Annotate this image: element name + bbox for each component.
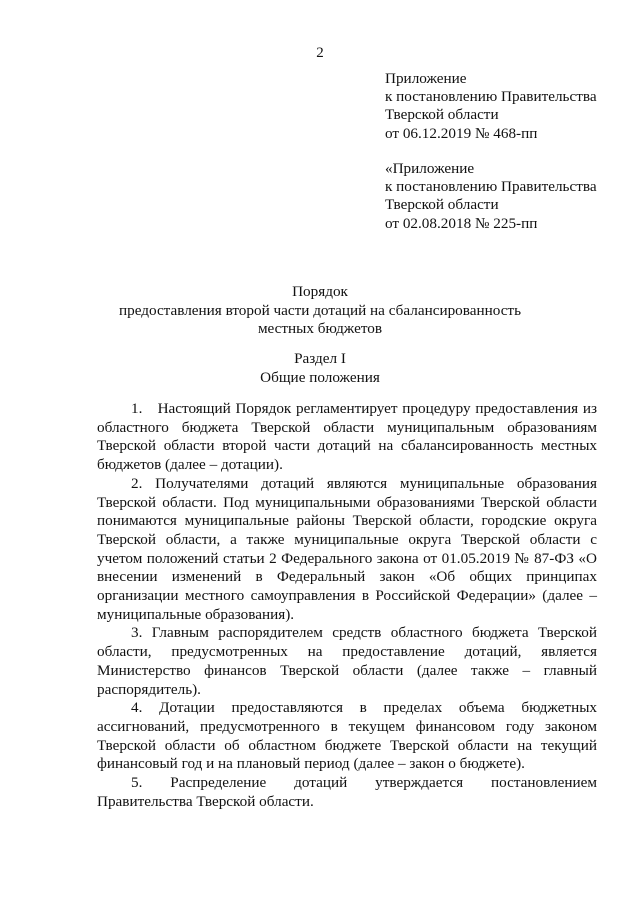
annex-previous-line-2: к постановлению Правительства xyxy=(385,178,597,196)
page-number: 2 xyxy=(316,45,324,61)
annex-previous-line-4: от 02.08.2018 № 225-пп xyxy=(385,214,538,232)
paragraph-5: 5. Распределение дотаций утверждается постановлением Правительства Тверской области. xyxy=(97,774,597,810)
section-number: Раздел I xyxy=(294,350,346,367)
annex-previous-line-3: Тверской области xyxy=(385,196,499,214)
document-body xyxy=(97,400,597,811)
annex-current-line-2: к постановлению Правительства xyxy=(385,88,597,106)
annex-current-line-4: от 06.12.2019 № 468-пп xyxy=(385,124,538,142)
annex-current-line-1: Приложение xyxy=(385,70,467,87)
title-heading: Порядок xyxy=(292,283,348,300)
paragraph-4: 4. Дотации предоставляются в пределах объема бюджетных ассигнований, предусмотренного в текущем финансовом году законом Тверской области об областном бюджете Тверской области на текущий финансовый год и на плановый период (далее – закон о бюджете). xyxy=(97,699,597,773)
annex-previous-line-1: «Приложение xyxy=(385,160,475,177)
annex-header-current xyxy=(385,70,625,143)
paragraph-1: 1. Настоящий Порядок регламентирует процедуру предоставления из областного бюджета Тверской области муниципальным образованиям Тверской области второй части дотаций на сбалансированность местных бюджетов (далее – дотации). xyxy=(97,400,597,474)
paragraph-3: 3. Главным распорядителем средств областного бюджета Тверской области, предусмотренных на предоставление дотаций, является Министерство финансов Тверской области (далее также – главный распорядитель). xyxy=(97,624,597,698)
section-name: Общие положения xyxy=(260,368,380,386)
title-line-2: местных бюджетов xyxy=(257,320,383,338)
annex-header-previous xyxy=(385,160,625,233)
document-title xyxy=(0,283,640,339)
annex-current-line-3: Тверской области xyxy=(385,106,499,124)
paragraph-2: 2. Получателями дотаций являются муниципальные образования Тверской области. Под муниципальными образованиями Тверской области понимаются муниципальные районы Тверской области, городские округа Тверской области, а также муниципальные округа Тверской области с учетом положений статьи 2 Федерального закона от 01.05.2019 № 87-ФЗ «О внесении изменений в Федеральный закон «Об общих принципах организации местного самоуправления в Российской Федерации» (далее – муниципальные образования). xyxy=(97,474,597,623)
title-line-1: предоставления второй части дотаций на сбалансированность xyxy=(118,301,522,319)
section-heading xyxy=(0,350,640,387)
